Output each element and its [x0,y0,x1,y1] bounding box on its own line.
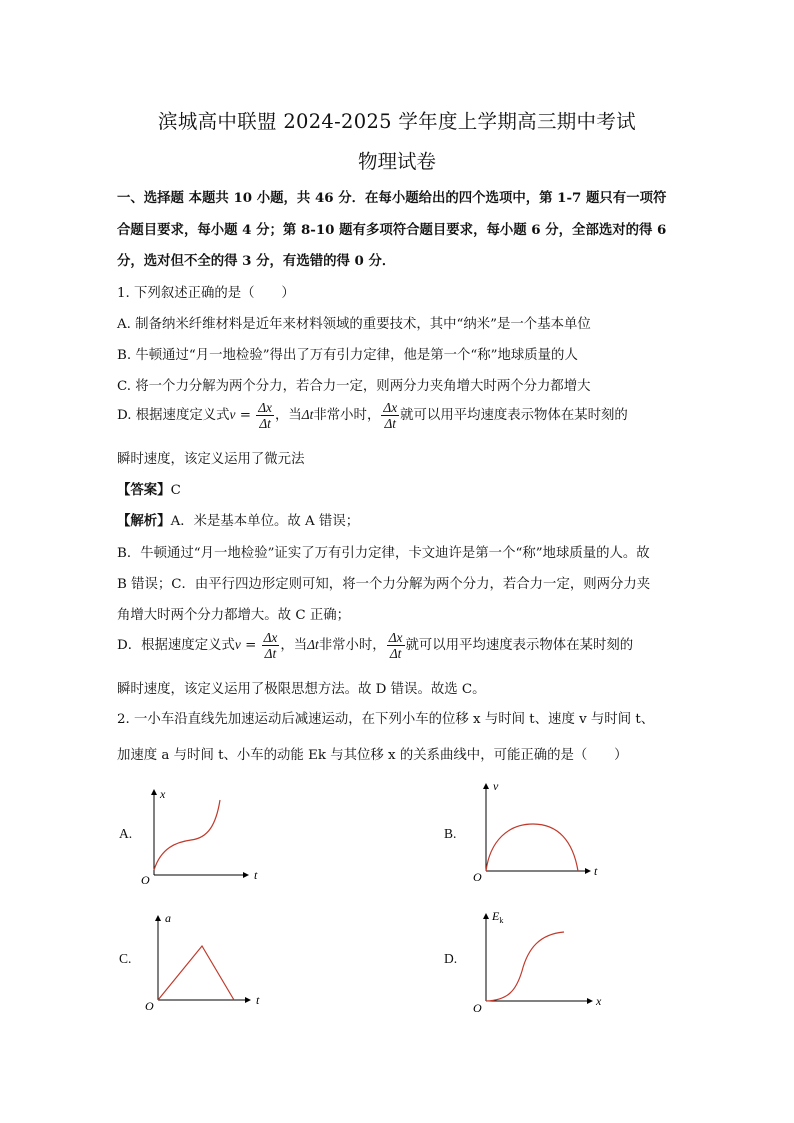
q1-d-suffix: 就可以用平均速度表示物体在某时刻的 [400,408,628,423]
q2-graph-c [140,910,280,1015]
origin-label: O [141,873,150,887]
analysis-fraction [262,630,280,661]
fraction-denominator: Δt [389,646,402,661]
analysis-tag: 【解析】 [117,513,171,529]
analysis-text: A．米是基本单位。故 A 错误； [170,514,360,529]
y-axis-label: a [165,911,171,925]
q1-option-d-line2: 瞬时速度，该定义运用了微元法 [117,452,305,467]
q1-d-fraction-2 [381,400,399,431]
fraction-denominator: Δt [259,416,271,431]
q1-analysis-3: B 错误；C．由平行四边形定则可知，将一个力分解为两个分力，若合力一定，则两分力夹 [117,577,651,592]
q1-stem: 1. 下列叙述正确的是（ ） [117,286,295,301]
instructions-line-1: 一、选择题 本题共 10 小题，共 46 分．在每小题给出的四个选项中，第 1-7 题只有一项符 [117,190,667,206]
curve-ek-x [486,932,564,1001]
q2-stem-1: 2. 一小车沿直线先加速运动后减速运动，在下列小车的位移 x 与时间 t、速度 v 与时间 t、 [117,712,655,727]
q2-option-c-label: C. [119,951,132,966]
x-axis-label: t [594,864,598,878]
analysis-mid2: 非常小时， [318,638,386,653]
curve-a-t [158,946,234,1000]
answer-value: C [170,483,181,498]
analysis-dt: Δt [307,637,319,652]
q1-option-b: B. 牛顿通过“月一地检验”得出了万有引力定律，他是第一个“称”地球质量的人 [117,348,578,363]
q1-analysis-5 [117,630,633,661]
curve-x-t [154,800,220,870]
answer-tag: 【答案】 [117,482,171,498]
q2-graph-a [136,780,276,890]
curve-v-t [486,824,578,871]
q2-option-b-label: B. [444,826,457,841]
q1-d-dt: Δt [301,407,314,422]
x-axis-label: x [596,994,602,1008]
analysis-equals: = [240,638,261,653]
q2-option-a-label: A. [119,826,133,841]
analysis-mid1: ，当 [280,638,308,653]
fraction-denominator: Δt [384,416,397,431]
q1-option-a: A. 制备纳米纤维材料是近年来材料领域的重要技术，其中“纳米”是一个基本单位 [117,317,591,332]
analysis-5-prefix: D．根据速度定义式 [117,638,235,653]
y-axis-label: $E_k$ [492,909,504,925]
instructions-line-3: 分，选对但不全的得 3 分，有选错的得 0 分． [117,253,396,269]
q1-analysis-6: 瞬时速度，该定义运用了极限思想方法。故 D 错误。故选 C。 [117,682,486,697]
x-axis-label: t [254,868,258,882]
fraction-numerator: Δx [388,630,403,645]
x-axis-label: t [256,993,260,1007]
origin-label: O [473,870,482,884]
origin-label: O [145,999,154,1013]
q1-analysis-1 [117,510,359,529]
q1-d-mid1: ，当 [275,408,302,423]
q1-option-c: C. 将一个力分解为两个分力，若合力一定，则两分力夹角增大时两个分力都增大 [117,379,591,394]
q1-answer [117,479,181,498]
q2-graph-b [468,776,608,886]
q2-stem-2: 加速度 a 与时间 t、小车的动能 Ek 与其位移 x 的关系曲线中，可能正确的是（ ） [117,748,628,763]
instructions-line-2: 合题目要求，每小题 4 分；第 8-10 题有多项符合题目要求，每小题 6 分，全部选对的得 6 [117,222,667,238]
q2-option-d-label: D. [444,951,458,966]
analysis-5-suffix: 就可以用平均速度表示物体在某时刻的 [405,638,634,653]
analysis-fraction-2 [387,630,405,661]
y-axis-label: x [160,787,166,801]
q1-d-prefix: D. 根据速度定义式 [117,408,230,423]
q1-option-d [117,400,628,431]
y-axis-label: v [493,779,499,793]
q1-d-var-v: v [229,407,236,422]
q2-graph-d [468,906,618,1016]
q1-d-fraction [256,400,274,431]
fraction-numerator: Δx [263,630,278,645]
q1-d-mid2: 非常小时， [313,408,381,423]
analysis-var-v: v [234,637,241,652]
origin-label: O [473,1001,482,1015]
q1-d-equals: = [235,408,256,423]
fraction-denominator: Δt [264,646,277,661]
fraction-numerator: Δx [383,400,398,415]
q1-analysis-4: 角增大时两个分力都增大。故 C 正确； [117,608,351,623]
exam-title: 滨城高中联盟 2024-2025 学年度上学期高三期中考试 [158,110,636,133]
fraction-numerator: Δx [258,400,273,415]
q1-analysis-2: B．牛顿通过“月一地检验”证实了万有引力定律，卡文迪许是第一个“称”地球质量的人。故 [117,546,650,561]
exam-subtitle: 物理试卷 [357,150,436,173]
